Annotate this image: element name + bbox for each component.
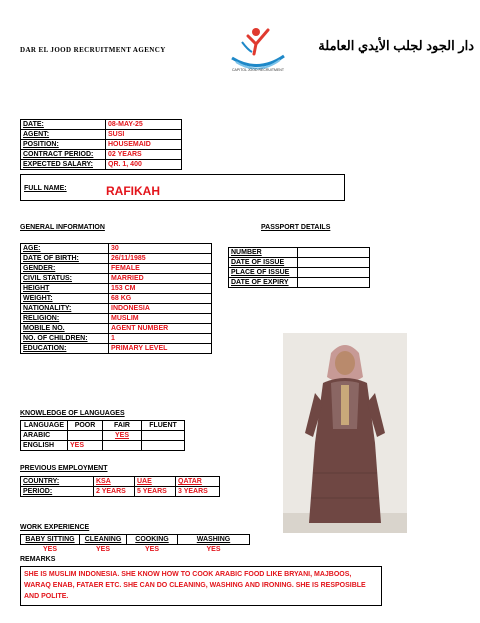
- lang-arabic-poor: [68, 431, 103, 441]
- period-2: 5 YEARS: [135, 487, 176, 497]
- religion-label: RELIGION:: [21, 314, 109, 324]
- top-info-table: [20, 119, 182, 170]
- lang-arabic-fluent: [142, 431, 185, 441]
- passport-table: [228, 247, 370, 288]
- full-name-value: RAFIKAH: [106, 184, 160, 198]
- employment-title: PREVIOUS EMPLOYMENT: [20, 465, 108, 472]
- agency-name-arabic: دار الجود لجلب الأيدي العاملة: [318, 38, 474, 53]
- passport-issue-date-value: [298, 258, 370, 268]
- mobile-value: AGENT NUMBER: [109, 324, 212, 334]
- agency-name-english: DAR EL JOOD RECRUITMENT AGENCY: [20, 46, 166, 54]
- skill-cooking-value: YES: [144, 546, 159, 553]
- children-value: 1: [109, 334, 212, 344]
- position-value: HOUSEMAID: [106, 140, 182, 150]
- work-experience-table: [20, 534, 250, 554]
- logo-caption: CAPITOL JOOD RECRUITMENT: [232, 68, 284, 72]
- nationality-value: INDONESIA: [109, 304, 212, 314]
- general-info-title: GENERAL INFORMATION: [20, 224, 105, 231]
- agency-logo: [218, 22, 298, 74]
- full-name-label: FULL NAME:: [24, 185, 67, 192]
- expected-salary-value: QR. 1, 400: [106, 160, 182, 170]
- nationality-label: NATIONALITY:: [21, 304, 109, 314]
- passport-issue-place-label: PLACE OF ISSUE: [229, 268, 298, 278]
- weight-label: WEIGHT:: [21, 294, 109, 304]
- contract-period-value: 02 YEARS: [106, 150, 182, 160]
- remarks-text: SHE IS MUSLIM INDONESIA. SHE KNOW HOW TO COOK ARABIC FOOD LIKE BRYANI, MAJBOOS, WARAQ ENAB, FATAER ETC. SHE CAN DO CLEANING, WASHING AND IRONING. SHE IS RESPOSIBLE AND POLITE.: [20, 566, 382, 606]
- country-label: COUNTRY:: [21, 477, 94, 487]
- agent-value: SUSI: [106, 130, 182, 140]
- dob-label: DATE OF BIRTH:: [21, 254, 109, 264]
- employment-table: [20, 476, 220, 497]
- lang-header-fair: FAIR: [103, 421, 142, 431]
- education-value: PRIMARY LEVEL: [109, 344, 212, 354]
- lang-header-poor: POOR: [68, 421, 103, 431]
- dob-value: 26/11/1985: [109, 254, 212, 264]
- skill-cleaning: CLEANING: [80, 535, 127, 545]
- position-label: POSITION:: [21, 140, 106, 150]
- passport-issue-place-value: [298, 268, 370, 278]
- general-info-table: [20, 243, 212, 354]
- gender-label: GENDER:: [21, 264, 109, 274]
- age-value: 30: [109, 244, 212, 254]
- passport-expiry-value: [298, 278, 370, 288]
- date-value: 08-MAY-25: [106, 120, 182, 130]
- education-label: EDUCATION:: [21, 344, 109, 354]
- skill-cooking: COOKING: [127, 535, 178, 545]
- age-label: AGE:: [21, 244, 109, 254]
- lang-header-language: LANGUAGE: [21, 421, 68, 431]
- civil-status-value: MARRIED: [109, 274, 212, 284]
- skill-cleaning-value: YES: [95, 546, 110, 553]
- work-experience-title: WORK EXPERIENCE: [20, 524, 90, 531]
- agent-label: AGENT:: [21, 130, 106, 140]
- lang-header-fluent: FLUENT: [142, 421, 185, 431]
- candidate-photo: [283, 333, 407, 533]
- skill-washing-value: YES: [206, 546, 221, 553]
- expected-salary-label: EXPECTED SALARY:: [21, 160, 106, 170]
- remarks-title: REMARKS: [20, 556, 56, 563]
- full-name-box: [20, 174, 345, 201]
- passport-title: PASSPORT DETAILS: [261, 224, 331, 231]
- skill-baby-sitting: BABY SITTING: [21, 535, 80, 545]
- civil-status-label: CIVIL STATUS:: [21, 274, 109, 284]
- mobile-label: MOBILE NO.: [21, 324, 109, 334]
- contract-period-label: CONTRACT PERIOD:: [21, 150, 106, 160]
- lang-english-poor: YES: [68, 441, 103, 451]
- height-label: HEIGHT: [21, 284, 109, 294]
- lang-arabic: ARABIC: [21, 431, 68, 441]
- passport-issue-date-label: DATE OF ISSUE: [229, 258, 298, 268]
- skill-washing: WASHING: [178, 535, 250, 545]
- passport-number-value: [298, 248, 370, 258]
- passport-expiry-label: DATE OF EXPIRY: [229, 278, 298, 288]
- lang-english-fluent: [142, 441, 185, 451]
- country-2: UAE: [135, 477, 176, 487]
- period-1: 2 YEARS: [94, 487, 135, 497]
- weight-value: 68 KG: [109, 294, 212, 304]
- period-3: 3 YEARS: [176, 487, 220, 497]
- lang-arabic-fair: YES: [103, 431, 142, 441]
- height-value: 153 CM: [109, 284, 212, 294]
- passport-number-label: NUMBER: [229, 248, 298, 258]
- religion-value: MUSLIM: [109, 314, 212, 324]
- children-label: NO. OF CHILDREN:: [21, 334, 109, 344]
- lang-english-fair: [103, 441, 142, 451]
- languages-table: [20, 420, 185, 451]
- lang-english: ENGLISH: [21, 441, 68, 451]
- gender-value: FEMALE: [109, 264, 212, 274]
- date-label: DATE:: [21, 120, 106, 130]
- country-1: KSA: [94, 477, 135, 487]
- period-label: PERIOD:: [21, 487, 94, 497]
- country-3: QATAR: [176, 477, 220, 487]
- languages-title: KNOWLEDGE OF LANGUAGES: [20, 410, 125, 417]
- skill-baby-sitting-value: YES: [42, 546, 57, 553]
